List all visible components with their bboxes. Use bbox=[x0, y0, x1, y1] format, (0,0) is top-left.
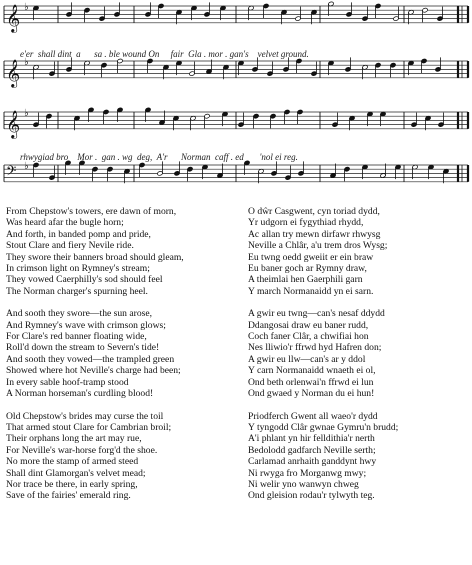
english-verse-line: A Norman horseman's curdling blood! bbox=[6, 388, 154, 400]
english-verse-line: From Chepstow's towers, ere dawn of morn, bbox=[6, 206, 177, 217]
flat-icon: ♭ bbox=[24, 108, 29, 119]
welsh-verse-line: Priodferch Gwent all waeo'r dydd bbox=[248, 410, 378, 422]
english-verse-line: And forth, in banded pomp and pride, bbox=[6, 228, 151, 240]
english-verse-line: That armed stout Clare for Cambrian broil; bbox=[6, 421, 172, 433]
english-verse-line: Nor trace be there, in early spring, bbox=[6, 478, 138, 490]
welsh-stanza bbox=[248, 411, 470, 502]
welsh-verse-line: Yr udgorn ei fygythiad rhydd, bbox=[248, 217, 364, 229]
welsh-verse-line: Bedolodd gadfarch Neville serth; bbox=[248, 444, 376, 456]
welsh-verse-line: Y march Normanaidd yn ei sarn. bbox=[248, 285, 374, 297]
english-verses bbox=[6, 206, 241, 513]
welsh-verse-line: Eu twng oedd gweiit er ein braw bbox=[248, 251, 374, 263]
welsh-verse-line: Ond gleision rodau'r tylwyth teg. bbox=[248, 490, 375, 502]
welsh-verse-line: Eu baner goch ar Rymny draw, bbox=[248, 263, 367, 275]
english-verse-line: Roll'd down the stream to Severn's tide! bbox=[6, 342, 160, 354]
english-verse-line: Stout Clare and fiery Nevile ride. bbox=[6, 240, 134, 252]
english-verse-line: Old Chepstow's brides may curse the toil bbox=[6, 410, 164, 422]
welsh-verse-line: A gwir eu twng—can's nesaf ddydd bbox=[248, 308, 385, 320]
english-verse-line: Their orphans long the art may rue, bbox=[6, 433, 142, 445]
english-stanza bbox=[6, 206, 241, 297]
welsh-verse-line: Neville a Chlâr, a'u trem dros Wysg; bbox=[248, 240, 388, 252]
music-score bbox=[0, 0, 472, 200]
welsh-verse-line: Ni welir yno wanwyn chweg bbox=[248, 478, 359, 490]
english-verse-line: For Neville's war-horse forg'd the shoe. bbox=[6, 444, 158, 456]
treble-clef-icon: 𝄞 bbox=[6, 58, 21, 87]
welsh-verse-line: Y tyngodd Clâr gwnae Gymru'n brudd; bbox=[248, 421, 399, 433]
welsh-verse-line: Ni rwyga fro Morganwg mwy; bbox=[248, 467, 367, 479]
welsh-verse-line: Y carn Normanaidd wnaeth ei ol, bbox=[248, 365, 376, 377]
english-verse-line: For Clare's red banner floating wide, bbox=[6, 331, 147, 343]
flat-icon: ♭ bbox=[24, 161, 29, 172]
welsh-verse-line: Nes lliwio'r ffrwd hyd Hafren don; bbox=[248, 342, 382, 354]
flat-icon: ♭ bbox=[24, 57, 29, 68]
welsh-verse-line: O dŵr Casgwent, cyn toriad dydd, bbox=[248, 206, 380, 217]
flat-icon: ♭ bbox=[24, 2, 29, 13]
english-stanza bbox=[6, 308, 241, 399]
treble-clef-icon: 𝄞 bbox=[6, 3, 21, 32]
english-verse-line: The Norman charger's spurning heel. bbox=[6, 285, 148, 297]
welsh-verse-line: Ddangosai draw eu baner rudd, bbox=[248, 319, 369, 331]
english-verse-line: In crimson light on Rymney's stream; bbox=[6, 263, 150, 275]
english-verse-line: And sooth they vowed—the trampled green bbox=[6, 353, 175, 365]
bass-clef-icon: 𝄢 bbox=[6, 162, 17, 182]
english-verse-line: They vowed Caerphilly's sod should feel bbox=[6, 274, 163, 286]
english-stanza bbox=[6, 411, 241, 502]
welsh-verse-line: Coch faner Clâr, a chwifiai hon bbox=[248, 331, 369, 343]
english-verse-line: Save of the fairies' emerald ring. bbox=[6, 490, 131, 502]
english-verse-line: Shall dint Glamorgan's velvet mead; bbox=[6, 467, 146, 479]
english-verse-line: And Rymney's wave with crimson glows; bbox=[6, 319, 166, 331]
lyrics-system-1: e'er shall dint a sa . ble wound On fair Gla . mor . gan's velvet ground. bbox=[20, 49, 309, 59]
welsh-verse-line: Ond gwaed y Norman du ei hun! bbox=[248, 388, 375, 400]
welsh-stanza bbox=[248, 308, 470, 399]
english-verse-line: And sooth they swore—the sun arose, bbox=[6, 308, 153, 320]
english-verse-line: They swore their banners broad should gleam, bbox=[6, 251, 184, 263]
welsh-verse-line: Ond beth orlenwai'n ffrwd ei lun bbox=[248, 376, 374, 388]
welsh-verse-line: Carlamad anrhaith ganddynt hwy bbox=[248, 456, 377, 468]
english-verse-line: Was heard afar the bugle horn; bbox=[6, 217, 124, 229]
welsh-verse-line: A'i phlant yn hir felldithia'r nerth bbox=[248, 433, 375, 445]
treble-clef-icon: 𝄞 bbox=[6, 109, 21, 138]
welsh-verse-line: Ac allan try mewn dirfawr rhwysg bbox=[248, 228, 381, 240]
english-verse-line: No more the stamp of armed steed bbox=[6, 456, 139, 468]
lyrics-system-3: rhwygiad bro Mor . gan . wg deg, A'r Norman caff . ed 'nol ei reg. bbox=[20, 152, 298, 162]
welsh-stanza bbox=[248, 206, 470, 297]
welsh-verse-line: A theimlai hen Gaerphili garn bbox=[248, 274, 363, 286]
welsh-verse-line: A gwir eu llw—can's ar y ddol bbox=[248, 353, 366, 365]
english-verse-line: Showed where hot Neville's charge had been; bbox=[6, 365, 181, 377]
welsh-verses bbox=[248, 206, 470, 513]
english-verse-line: In every sable hoof-tramp stood bbox=[6, 376, 129, 388]
